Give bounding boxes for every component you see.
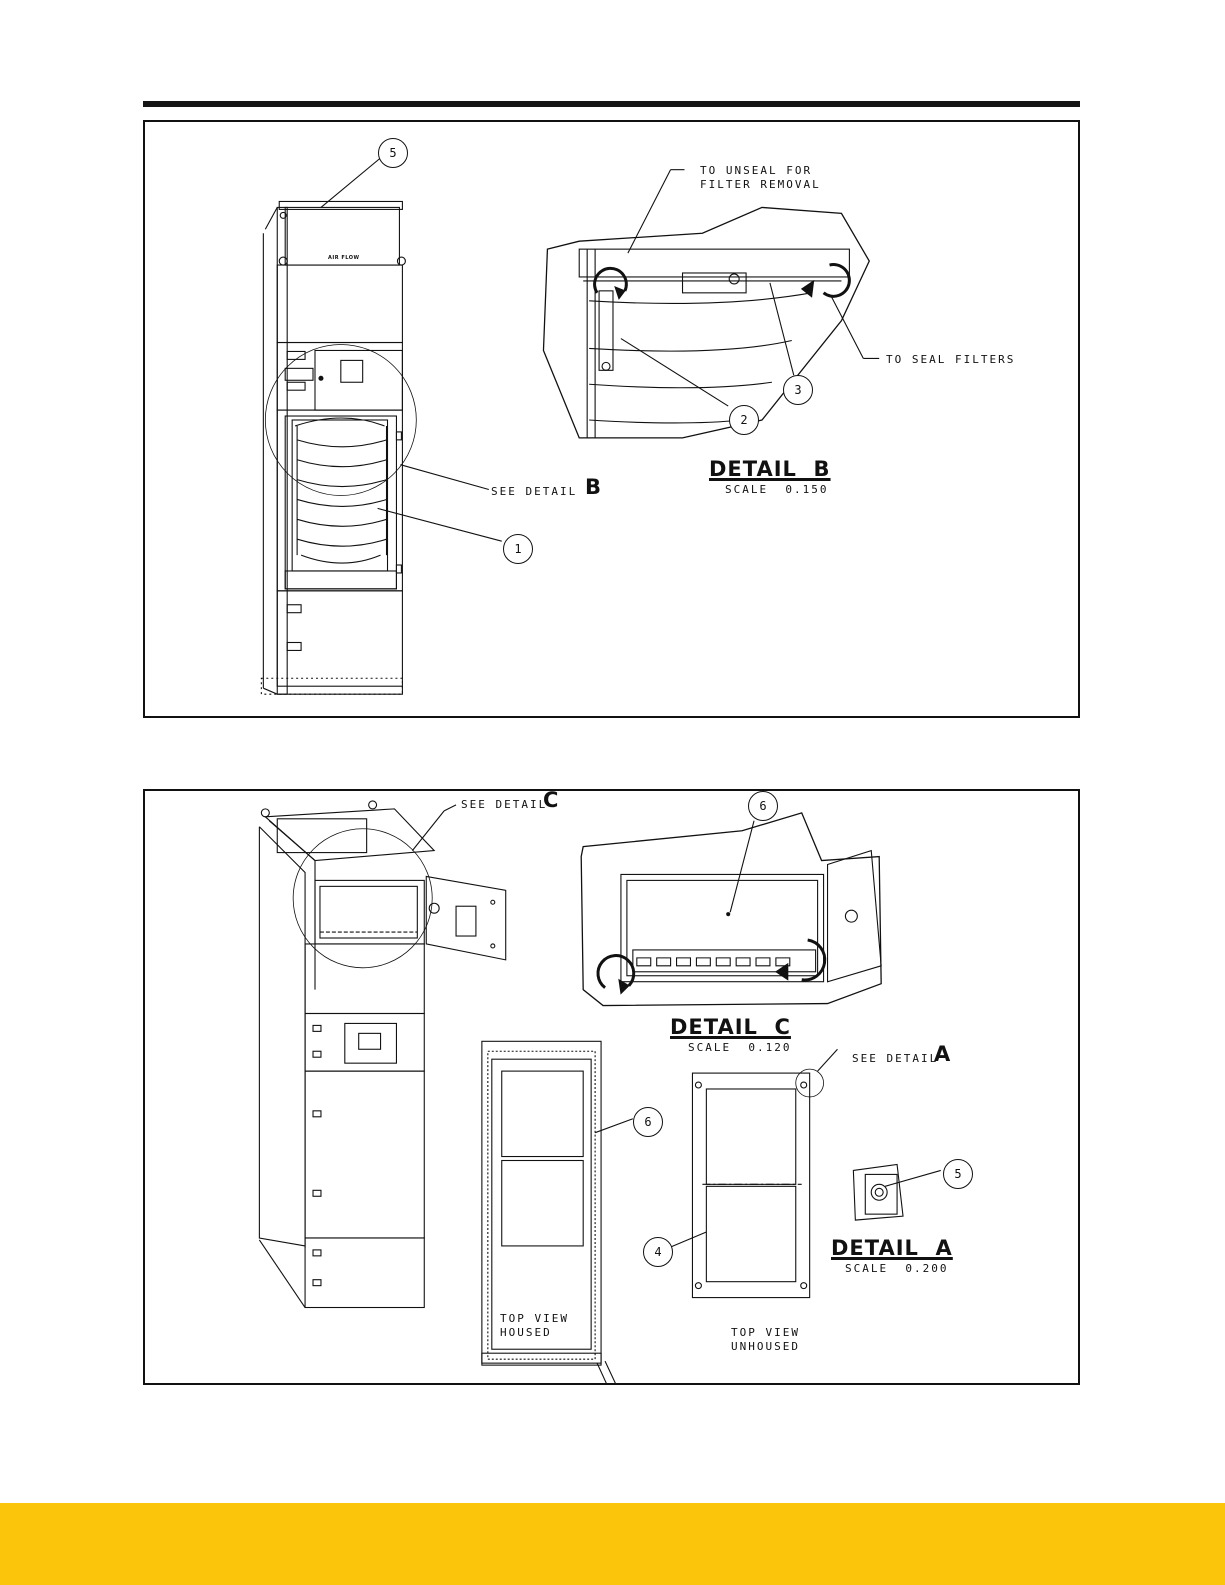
- top-view-unhoused-line1: TOP VIEW: [731, 1326, 800, 1339]
- top-view-unhoused-line2: UNHOUSED: [731, 1340, 800, 1353]
- detail-b-scale: SCALE 0.150: [725, 483, 829, 496]
- callout-1: 1: [503, 534, 533, 564]
- see-detail-a-letter: A: [934, 1042, 951, 1066]
- callout-6-detail-c: 6: [748, 791, 778, 821]
- top-view-housed-line2: HOUSED: [500, 1326, 552, 1339]
- callout-3: 3: [783, 375, 813, 405]
- header-rule: [143, 101, 1080, 107]
- top-view-unhoused-drawing: [692, 1069, 823, 1297]
- footer-accent-band: [0, 1503, 1225, 1585]
- see-detail-b-label: SEE DETAIL: [491, 485, 578, 498]
- note-unseal-line2: FILTER REMOVAL: [700, 178, 821, 191]
- callout-2: 2: [729, 405, 759, 435]
- callout-5-detail-a: 5: [943, 1159, 973, 1189]
- see-detail-c-letter: C: [543, 788, 559, 812]
- leader-detail-b: [400, 465, 488, 490]
- panel-1-drawing: [145, 122, 1078, 716]
- top-view-housed-line1: TOP VIEW: [500, 1312, 569, 1325]
- detail-a-scale: SCALE 0.200: [845, 1262, 949, 1275]
- see-detail-c-label: SEE DETAIL: [461, 798, 548, 811]
- callout-4: 4: [643, 1237, 673, 1267]
- callout-6-top-view: 6: [633, 1107, 663, 1137]
- see-detail-a-label: SEE DETAIL: [852, 1052, 939, 1065]
- callout-5: 5: [378, 138, 408, 168]
- figure-panel-filter-housing: [143, 120, 1080, 718]
- detail-a-title: DETAIL A: [831, 1236, 953, 1260]
- detail-b-drawing: [543, 207, 869, 437]
- note-unseal-line1: TO UNSEAL FOR: [700, 164, 813, 177]
- detail-c-title: DETAIL C: [670, 1015, 791, 1039]
- detail-a-drawing: [853, 1164, 903, 1220]
- housing-cabinet-drawing: [261, 201, 416, 694]
- detail-c-scale: SCALE 0.120: [688, 1041, 792, 1054]
- note-seal-filters: TO SEAL FILTERS: [886, 353, 1016, 366]
- airflow-label: AIR FLOW: [328, 255, 360, 261]
- housing-isometric-drawing: [259, 801, 505, 1308]
- detail-b-title: DETAIL B: [709, 457, 831, 481]
- leader-5: [321, 159, 380, 208]
- see-detail-b-letter: B: [585, 475, 602, 499]
- figure-panel-housed-unhoused: [143, 789, 1080, 1385]
- panel-2-drawing: [145, 788, 1078, 1383]
